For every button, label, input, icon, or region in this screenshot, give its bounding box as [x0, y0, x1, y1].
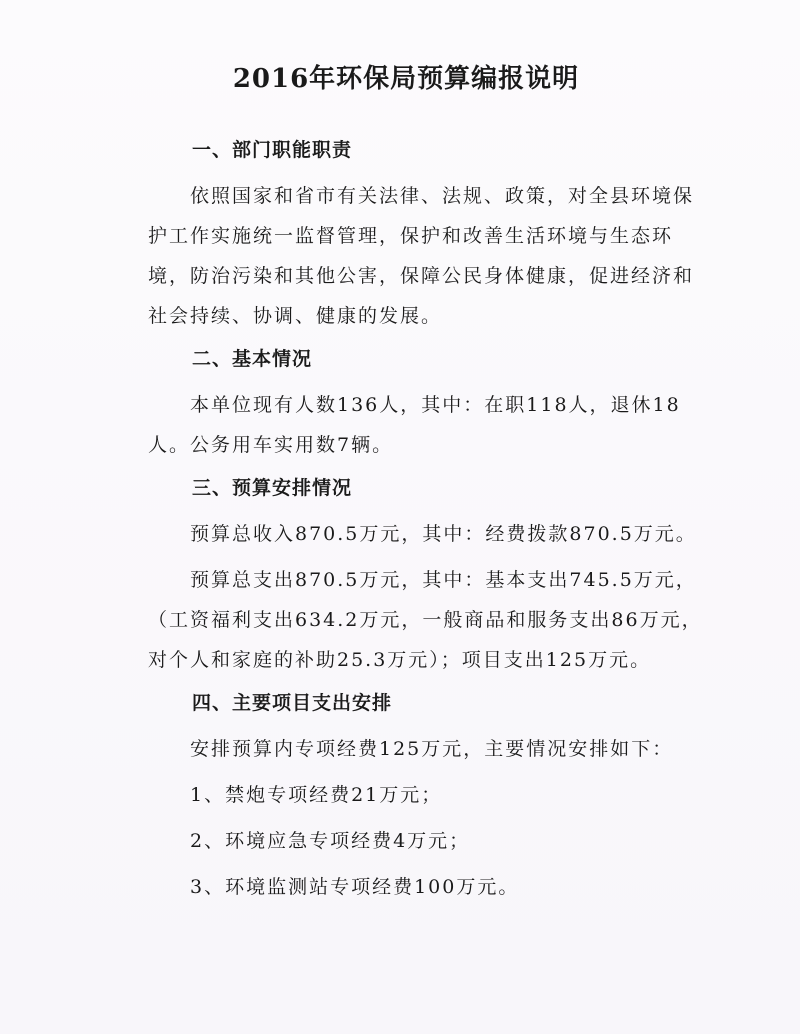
section-heading: 三、预算安排情况: [192, 477, 353, 499]
section-paragraph: 本单位现有人数136人，其中：在职118人，退休18人。公务用车实用数7辆。: [148, 394, 681, 456]
section-heading: 二、基本情况: [192, 348, 313, 370]
section-heading: 一、部门职能职责: [192, 139, 353, 161]
section-heading: 四、主要项目支出安排: [192, 692, 393, 714]
section-paragraph: 预算总收入870.5万元，其中：经费拨款870.5万元。: [190, 523, 697, 545]
list-item: 1、禁炮专项经费21万元；: [190, 784, 443, 806]
section-paragraph: 预算总支出870.5万元，其中：基本支出745.5万元，（工资福利支出634.2万元，一般商品和服务支出86万元，对个人和家庭的补助25.3万元）；项目支出125万元。: [148, 569, 703, 671]
section-paragraph: 依照国家和省市有关法律、法规、政策，对全县环境保护工作实施统一监督管理，保护和改善生活环境与生态环境，防治污染和其他公害，保障公民身体健康，促进经济和社会持续、协调、健康的发展。: [148, 185, 695, 327]
section-projects: [148, 688, 704, 907]
list-item: 3、环境监测站专项经费100万元。: [190, 876, 520, 898]
document-title: 2016年环保局预算编报说明: [232, 64, 580, 94]
list-item: 2、环境应急专项经费4万元；: [190, 830, 471, 852]
section-budget: [148, 473, 704, 680]
section-functions: [148, 135, 704, 336]
section-paragraph: 安排预算内专项经费125万元，主要情况安排如下：: [190, 738, 674, 760]
section-basic-info: [148, 344, 704, 465]
